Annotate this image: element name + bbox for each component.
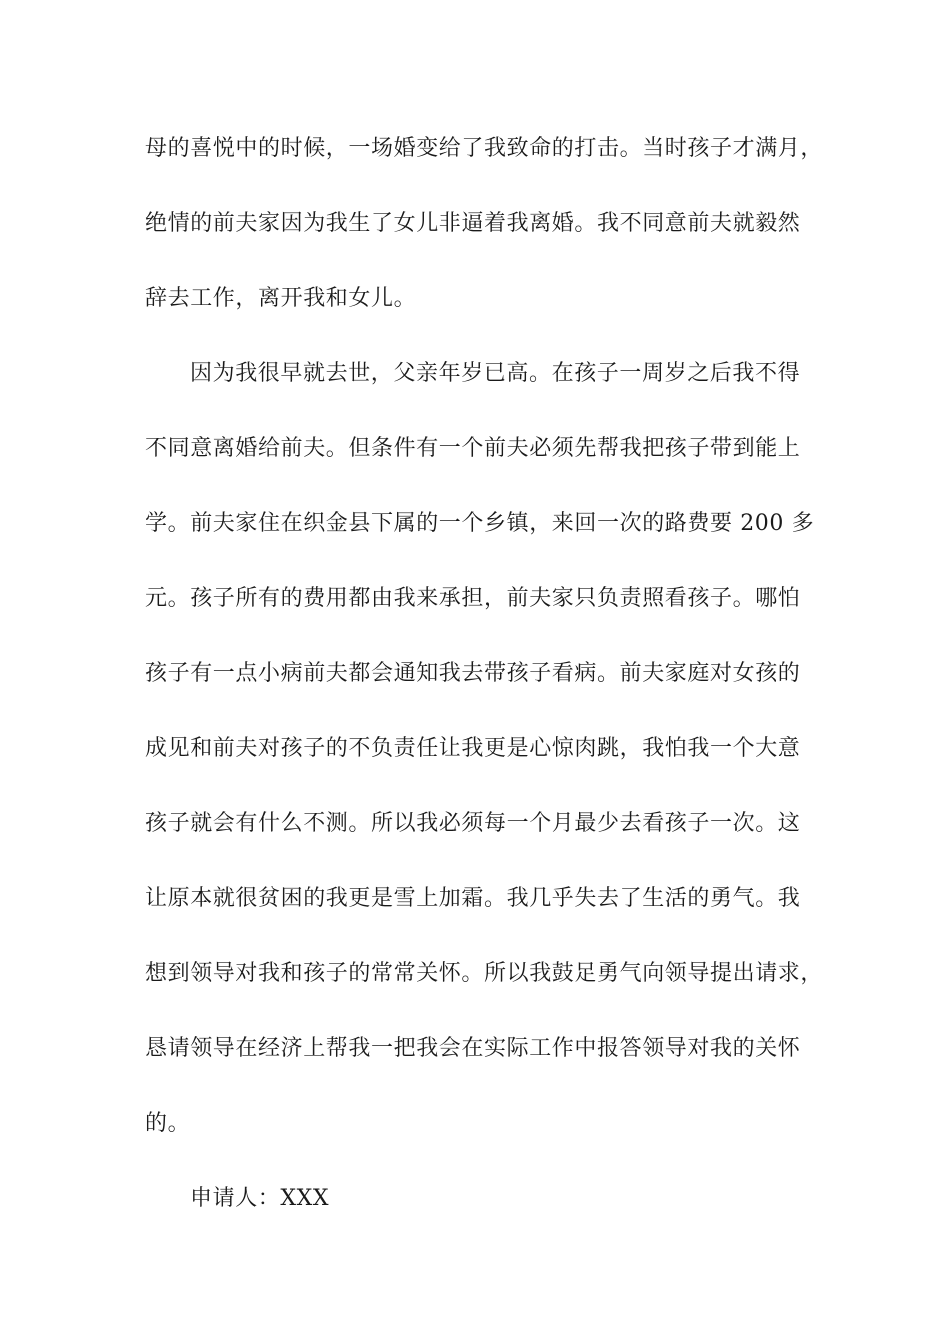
paragraph-line: 成见和前夫对孩子的不负责任让我更是心惊肉跳，我怕我一个大意 xyxy=(145,736,801,761)
paragraph-line: 孩子有一点小病前夫都会通知我去带孩子看病。前夫家庭对女孩的 xyxy=(145,661,801,686)
paragraph-line: 恳请领导在经济上帮我一把我会在实际工作中报答领导对我的关怀 xyxy=(145,1036,801,1061)
paragraph-line: 因为我很早就去世，父亲年岁已高。在孩子一周岁之后我不得 xyxy=(190,361,801,386)
paragraph-line: 学。前夫家住在织金县下属的一个乡镇，来回一次的路费要 200 多 xyxy=(145,511,815,536)
paragraph-line: 不同意离婚给前夫。但条件有一个前夫必须先帮我把孩子带到能上 xyxy=(145,436,801,461)
paragraph-line: 辞去工作，离开我和女儿。 xyxy=(145,286,417,311)
paragraph-line: 元。孩子所有的费用都由我来承担，前夫家只负责照看孩子。哪怕 xyxy=(145,586,801,611)
paragraph-line: 孩子就会有什么不测。所以我必须每一个月最少去看孩子一次。这 xyxy=(145,811,801,836)
signature-line: 申请人：XXX xyxy=(190,1186,330,1211)
paragraph-line: 绝情的前夫家因为我生了女儿非逼着我离婚。我不同意前夫就毅然 xyxy=(145,211,801,236)
paragraph-line: 让原本就很贫困的我更是雪上加霜。我几乎失去了生活的勇气。我 xyxy=(145,886,801,911)
paragraph-line: 的。 xyxy=(145,1111,191,1136)
paragraph-line: 母的喜悦中的时候，一场婚变给了我致命的打击。当时孩子才满月， xyxy=(145,136,824,161)
paragraph-line: 想到领导对我和孩子的常常关怀。所以我鼓足勇气向领导提出请求， xyxy=(145,961,824,986)
